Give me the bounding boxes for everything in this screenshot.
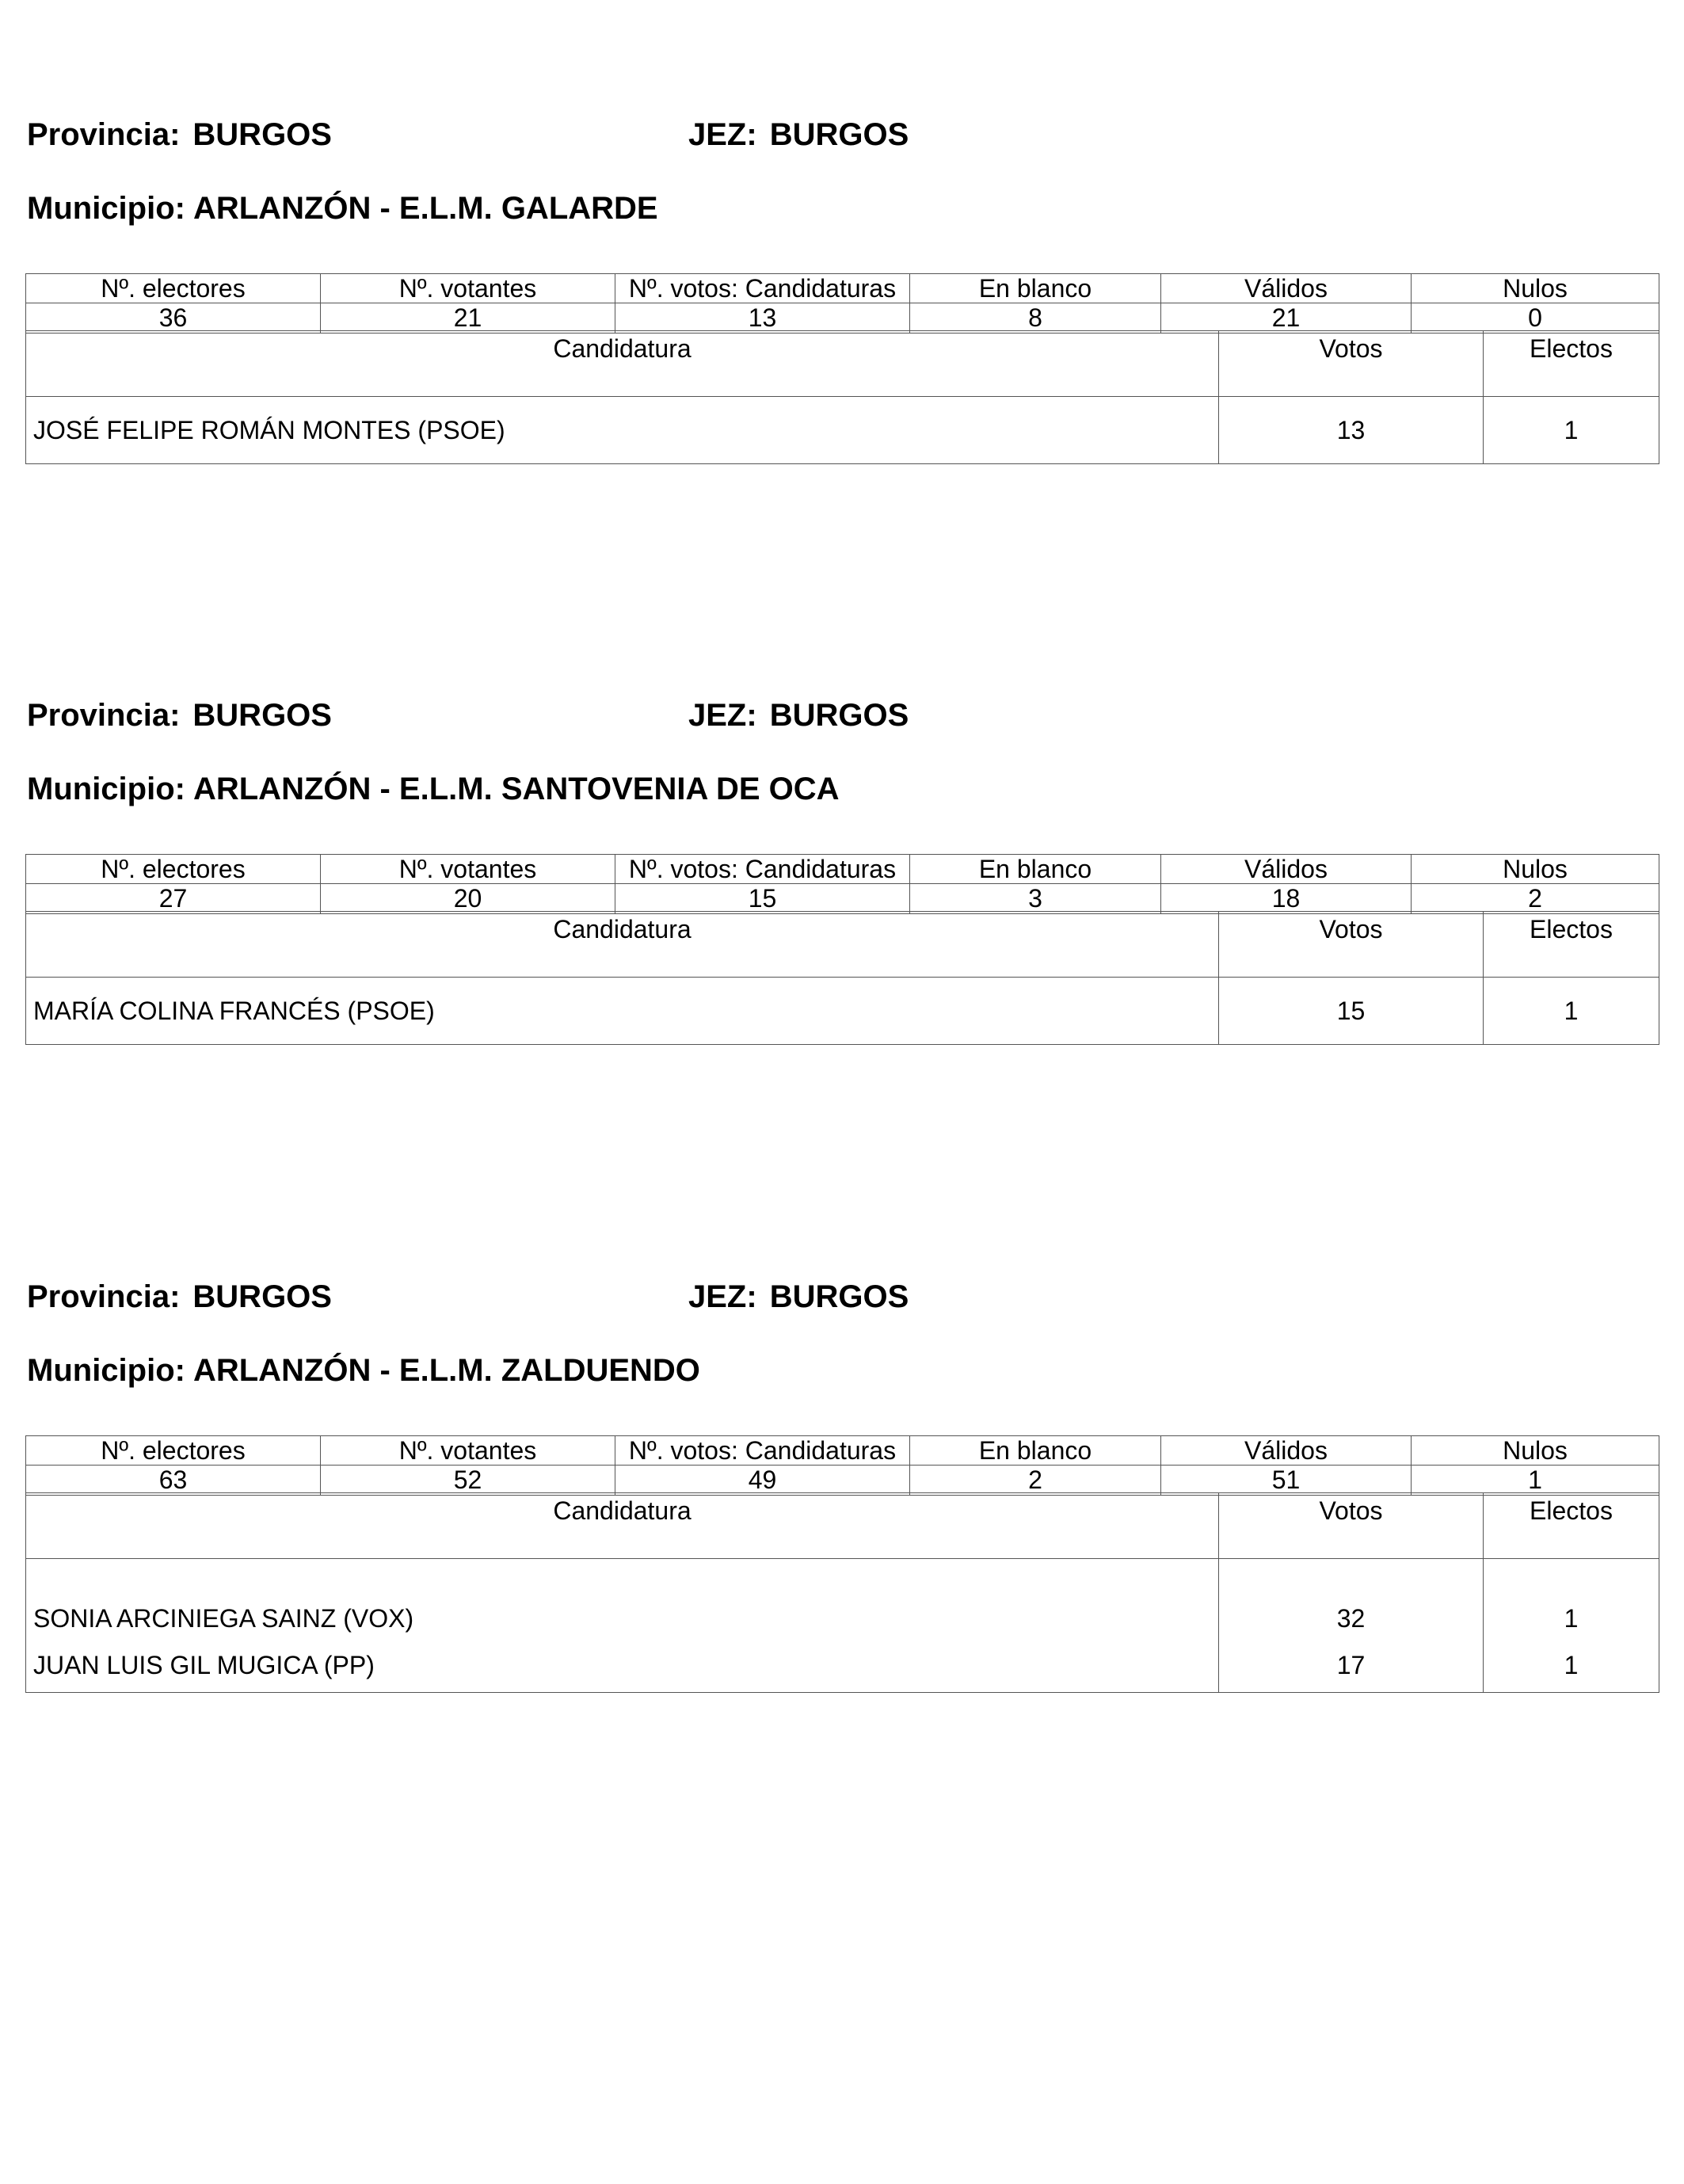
- cand-header: Candidatura: [26, 1493, 1219, 1559]
- provincia-line: [27, 699, 332, 731]
- stat-header: Válidos: [1161, 1436, 1412, 1466]
- stat-header: En blanco: [910, 274, 1161, 303]
- candidates-header-row: [26, 912, 1659, 978]
- jez-line: [688, 1281, 909, 1313]
- stat-header: Nº. votantes: [321, 274, 615, 303]
- stat-header: Nulos: [1412, 855, 1659, 884]
- stats-header-row: [26, 855, 1659, 884]
- stat-value: 8: [910, 303, 1161, 334]
- candidates-table: [25, 330, 1659, 464]
- stat-value: 18: [1161, 884, 1412, 914]
- municipio-label: Municipio:: [27, 1353, 185, 1388]
- stat-header: Nº. votos: Candidaturas: [615, 1436, 910, 1466]
- stat-header: Nulos: [1412, 274, 1659, 303]
- stats-value-row: [26, 303, 1659, 334]
- stats-table: [25, 1435, 1659, 1496]
- stat-value: 49: [615, 1466, 910, 1496]
- stat-value: 63: [26, 1466, 321, 1496]
- jez-line: [688, 699, 909, 731]
- stat-value: 21: [321, 303, 615, 334]
- stat-value: 13: [615, 303, 910, 334]
- stat-header: En blanco: [910, 855, 1161, 884]
- stat-value: 1: [1412, 1466, 1659, 1496]
- candidates-table: [25, 1492, 1659, 1693]
- stat-value: 2: [910, 1466, 1161, 1496]
- candidate-electos: 1: [1484, 1559, 1659, 1638]
- candidate-votos: 17: [1219, 1638, 1484, 1693]
- stat-header: En blanco: [910, 1436, 1161, 1466]
- election-section-galarde: [25, 117, 1659, 444]
- candidate-row: [26, 397, 1659, 464]
- municipio-line: [27, 1355, 700, 1386]
- jez-value: BURGOS: [769, 1279, 909, 1314]
- candidate-row: [26, 1638, 1659, 1693]
- provincia-value: BURGOS: [192, 1279, 332, 1314]
- candidate-name: JOSÉ FELIPE ROMÁN MONTES (PSOE): [26, 397, 1219, 464]
- stat-value: 36: [26, 303, 321, 334]
- provincia-value: BURGOS: [192, 117, 332, 152]
- jez-line: [688, 119, 909, 151]
- jez-label: JEZ:: [688, 698, 757, 733]
- cand-header: Electos: [1484, 331, 1659, 397]
- candidate-name: MARÍA COLINA FRANCÉS (PSOE): [26, 978, 1219, 1045]
- stat-value: 27: [26, 884, 321, 914]
- provincia-value: BURGOS: [192, 698, 332, 733]
- municipio-value: ARLANZÓN - E.L.M. ZALDUENDO: [192, 1353, 700, 1388]
- municipio-value: ARLANZÓN - E.L.M. SANTOVENIA DE OCA: [192, 772, 840, 806]
- stats-table: [25, 273, 1659, 334]
- provincia-label: Provincia:: [27, 1279, 181, 1314]
- candidate-row: [26, 1559, 1659, 1638]
- provincia-label: Provincia:: [27, 698, 181, 733]
- stat-header: Nº. votantes: [321, 1436, 615, 1466]
- candidate-votos: 15: [1219, 978, 1484, 1045]
- jez-value: BURGOS: [769, 117, 909, 152]
- municipio-label: Municipio:: [27, 772, 185, 806]
- stat-header: Válidos: [1161, 274, 1412, 303]
- candidate-votos: 13: [1219, 397, 1484, 464]
- election-section-santovenia: [25, 698, 1659, 1025]
- candidate-electos: 1: [1484, 1638, 1659, 1693]
- stat-value: 21: [1161, 303, 1412, 334]
- stat-value: 20: [321, 884, 615, 914]
- municipio-label: Municipio:: [27, 191, 185, 226]
- stats-header-row: [26, 274, 1659, 303]
- stat-header: Nº. votantes: [321, 855, 615, 884]
- stat-value: 3: [910, 884, 1161, 914]
- stats-value-row: [26, 884, 1659, 914]
- stat-header: Nulos: [1412, 1436, 1659, 1466]
- candidate-electos: 1: [1484, 978, 1659, 1045]
- stat-header: Válidos: [1161, 855, 1412, 884]
- stat-header: Nº. votos: Candidaturas: [615, 274, 910, 303]
- jez-label: JEZ:: [688, 117, 757, 152]
- stat-header: Nº. votos: Candidaturas: [615, 855, 910, 884]
- candidate-row: [26, 978, 1659, 1045]
- municipio-line: [27, 773, 840, 805]
- stat-header: Nº. electores: [26, 855, 321, 884]
- candidates-table: [25, 911, 1659, 1045]
- cand-header: Electos: [1484, 1493, 1659, 1559]
- cand-header: Candidatura: [26, 912, 1219, 978]
- jez-label: JEZ:: [688, 1279, 757, 1314]
- stat-value: 52: [321, 1466, 615, 1496]
- stats-value-row: [26, 1466, 1659, 1496]
- stat-value: 0: [1412, 303, 1659, 334]
- stats-header-row: [26, 1436, 1659, 1466]
- stat-header: Nº. electores: [26, 1436, 321, 1466]
- jez-value: BURGOS: [769, 698, 909, 733]
- provincia-line: [27, 1281, 332, 1313]
- candidate-electos: 1: [1484, 397, 1659, 464]
- cand-header: Candidatura: [26, 331, 1219, 397]
- candidate-name: SONIA ARCINIEGA SAINZ (VOX): [26, 1559, 1219, 1638]
- candidate-name: JUAN LUIS GIL MUGICA (PP): [26, 1638, 1219, 1693]
- cand-header: Votos: [1219, 331, 1484, 397]
- provincia-line: [27, 119, 332, 151]
- municipio-line: [27, 192, 658, 224]
- candidates-header-row: [26, 331, 1659, 397]
- municipio-value: ARLANZÓN - E.L.M. GALARDE: [192, 191, 658, 226]
- cand-header: Votos: [1219, 1493, 1484, 1559]
- stats-table: [25, 854, 1659, 914]
- provincia-label: Provincia:: [27, 117, 181, 152]
- candidate-votos: 32: [1219, 1559, 1484, 1638]
- stat-value: 15: [615, 884, 910, 914]
- election-section-zalduendo: [25, 1279, 1659, 1679]
- stat-value: 51: [1161, 1466, 1412, 1496]
- stat-header: Nº. electores: [26, 274, 321, 303]
- stat-value: 2: [1412, 884, 1659, 914]
- cand-header: Electos: [1484, 912, 1659, 978]
- candidates-header-row: [26, 1493, 1659, 1559]
- cand-header: Votos: [1219, 912, 1484, 978]
